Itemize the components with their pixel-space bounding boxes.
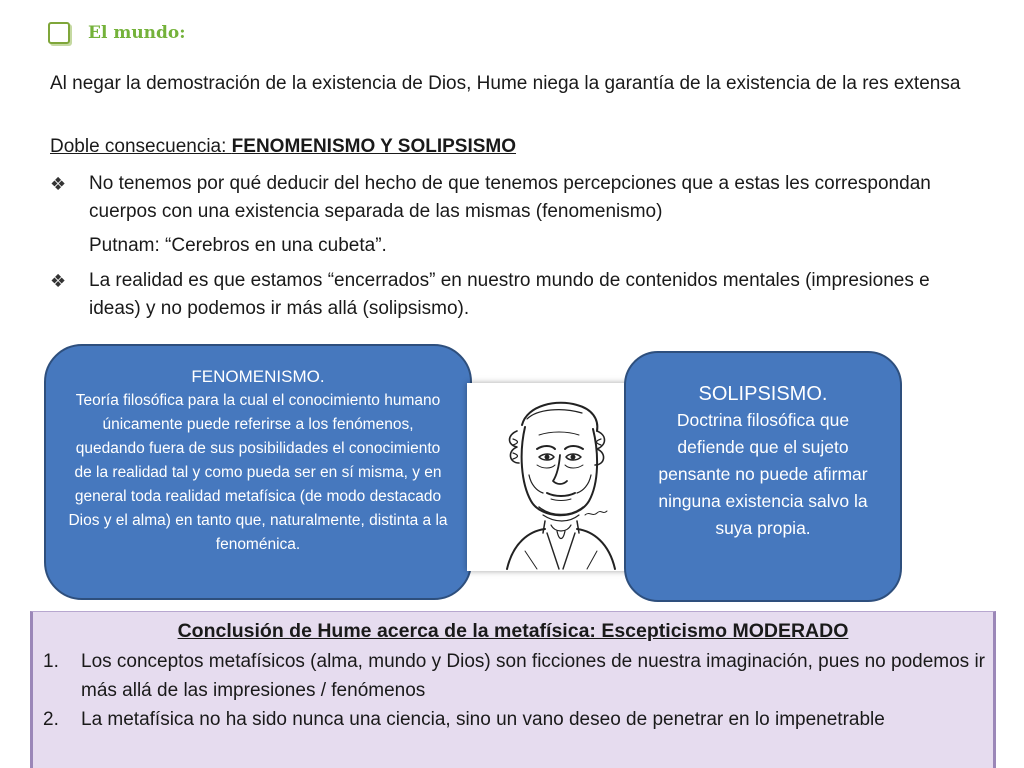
fenomenismo-body: Teoría filosófica para la cual el conocimiento humano únicamente puede referirse a los fenómenos, quedando fuera de sus posibilidades el conocimiento de la realidad tal y como pueda ser en sí misma, y en general toda realidad metafísica (de modo destacado Dios y el alma) en tanto que, naturalmente, distinta a la fenoménica. <box>68 392 448 553</box>
conclusion-title: Conclusión de Hume acerca de la metafísica: Escepticismo MODERADO <box>177 620 849 642</box>
bullet-putnam <box>50 232 980 260</box>
fenomenismo-title: FENOMENISMO. <box>191 367 325 386</box>
fenomenismo-box <box>44 344 472 600</box>
list-number: 1. <box>43 651 59 672</box>
four-diamond-icon: ❖ <box>50 174 67 194</box>
consequence-line <box>50 133 980 161</box>
bullet-solipsismo <box>50 267 980 323</box>
solipsismo-box <box>624 351 902 602</box>
conclusion-box <box>30 611 996 768</box>
section-header <box>48 22 186 44</box>
intro-paragraph: Al negar la demostración de la existencia de Dios, Hume niega la garantía de la existencia de la res extensa <box>50 73 961 94</box>
list-item-text: La metafísica no ha sido nunca una ciencia, sino un vano deseo de penetrar en lo impenetrable <box>81 709 885 730</box>
putnam-text: Putnam: “Cerebros en una cubeta”. <box>89 235 387 256</box>
consequence-bold: FENOMENISMO Y SOLIPSISMO <box>231 136 517 157</box>
list-item <box>41 647 985 705</box>
hume-portrait <box>467 383 643 571</box>
checkbox-square-icon <box>48 22 70 44</box>
list-item-text: Los conceptos metafísicos (alma, mundo y Dios) son ficciones de nuestra imaginación, pues no podemos ir más allá de las impresiones / fenómenos <box>81 651 986 701</box>
hume-caricature-icon <box>467 383 643 571</box>
consequence-label: Doble consecuencia: <box>50 136 232 157</box>
bullet-text: No tenemos por qué deducir del hecho de que tenemos percepciones que a estas les correspondan cuerpos con una existencia separada de las mismas (fenomenismo) <box>89 173 931 222</box>
bullet-text: La realidad es que estamos “encerrados” en nuestro mundo de contenidos mentales (impresiones e ideas) y no podemos ir más allá (solipsismo). <box>89 270 930 319</box>
section-title: El mundo: <box>88 23 186 43</box>
solipsismo-body: Doctrina filosófica que defiende que el sujeto pensante no puede afirmar ninguna existencia salvo la suya propia. <box>658 410 868 538</box>
list-number: 2. <box>43 709 59 730</box>
list-item <box>41 705 985 734</box>
bullet-fenomenismo <box>50 170 980 226</box>
conclusion-list <box>41 647 985 734</box>
solipsismo-title: SOLIPSISMO. <box>698 383 828 405</box>
four-diamond-icon: ❖ <box>50 271 67 291</box>
